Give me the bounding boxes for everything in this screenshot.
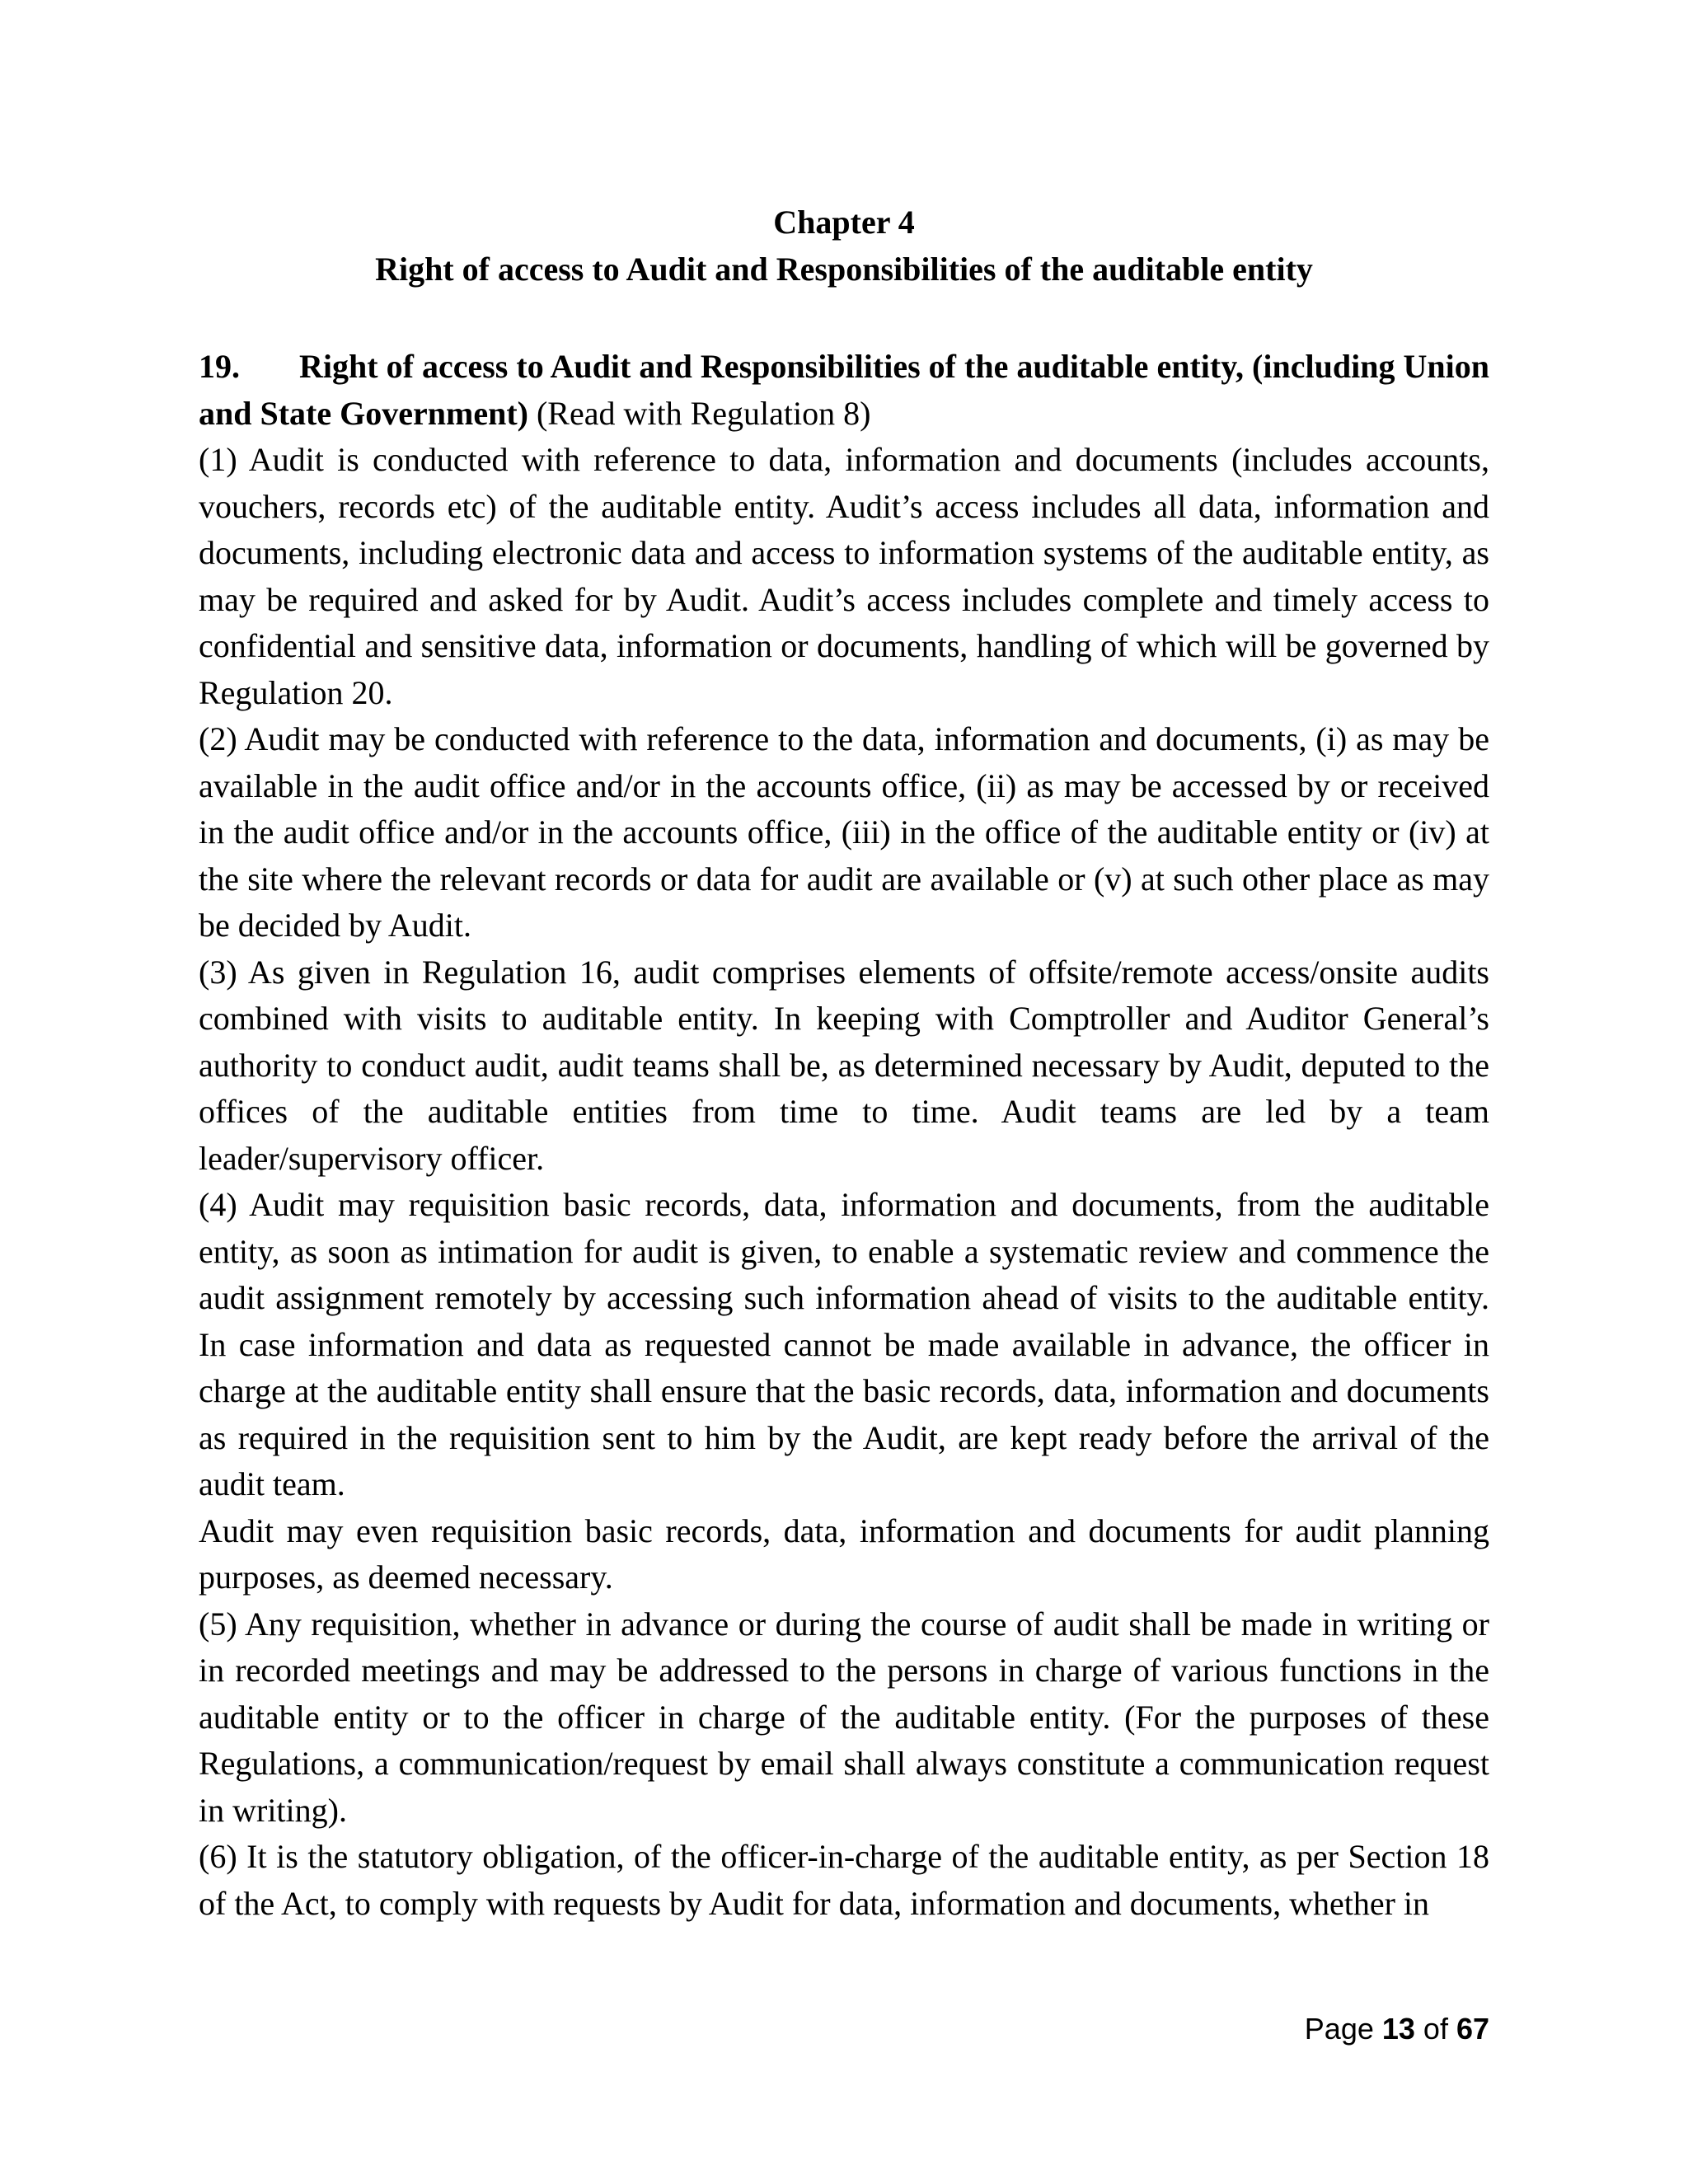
paragraph: (4) Audit may requisition basic records, data, information and documents, from the auditable entity, as soon as intimation for audit is given, to enable a systematic review and commence the audit assignment remotely by accessing such information ahead of visits to the auditable entity. In case information and data as requested cannot be made available in advance, the officer in charge at the auditable entity shall ensure that the basic records, data, information and documents as required in the requisition sent to him by the Audit, are kept ready before the arrival of the audit team. [199, 1186, 1489, 1502]
footer-of-label: of [1414, 2012, 1456, 2046]
section-number: 19. [199, 348, 240, 385]
paragraph: (5) Any requisition, whether in advance or during the course of audit shall be made in writing or in recorded meetings and may be addressed to the persons in charge of various functions in the auditable entity or to the officer in charge of the auditable entity. (For the purposes of these Regulations, a communication/request by email shall always constitute a communication request in writing). [199, 1605, 1489, 1829]
paragraph: (1) Audit is conducted with reference to data, information and documents (includes accounts, vouchers, records etc) of the auditable entity. Audit’s access includes all data, information and documents, including electronic data and access to information systems of the auditable entity, as may be required and asked for by Audit. Audit’s access includes complete and timely access to confidential and sensitive data, information or documents, handling of which will be governed by Regulation 20. [199, 441, 1489, 711]
section-title-bold: Right of access to Audit and Responsibilities of the auditable entity, (including Union and State Government) [199, 348, 1489, 432]
paragraph: Audit may even requisition basic records, data, information and documents for audit planning purposes, as deemed necessary. [199, 1511, 1489, 1596]
footer-current-page: 13 [1381, 2012, 1415, 2046]
section-title-note: (Read with Regulation 8) [528, 394, 871, 432]
footer-total-pages: 67 [1456, 2012, 1489, 2046]
section-heading [199, 344, 1489, 437]
footer-page-label: Page [1304, 2012, 1382, 2046]
chapter-subtitle: Right of access to Audit and Responsibilities of the auditable entity [375, 250, 1313, 288]
paragraph-list [199, 437, 1489, 1927]
document-content [199, 199, 1489, 1927]
paragraph: (3) As given in Regulation 16, audit comprises elements of offsite/remote access/onsite audits combined with visits to auditable entity. In keeping with Comptroller and Auditor General’s authority to conduct audit, audit teams shall be, as determined necessary by Audit, deputed to the offices of the auditable entities from time to time. Audit teams are led by a team leader/supervisory officer. [199, 953, 1489, 1177]
paragraph: (6) It is the statutory obligation, of the officer-in-charge of the auditable entity, as per Section 18 of the Act, to comply with requests by Audit for data, information and documents, whether in [199, 1838, 1489, 1922]
chapter-heading: Chapter 4 [773, 204, 915, 241]
paragraph: (2) Audit may be conducted with reference to the data, information and documents, (i) as may be available in the audit office and/or in the accounts office, (ii) as may be accessed by or received in the audit office and/or in the accounts office, (iii) in the office of the auditable entity or (iv) at the site where the relevant records or data for audit are available or (v) at such other place as may be decided by Audit. [199, 720, 1489, 944]
page-footer [1305, 2011, 1489, 2047]
